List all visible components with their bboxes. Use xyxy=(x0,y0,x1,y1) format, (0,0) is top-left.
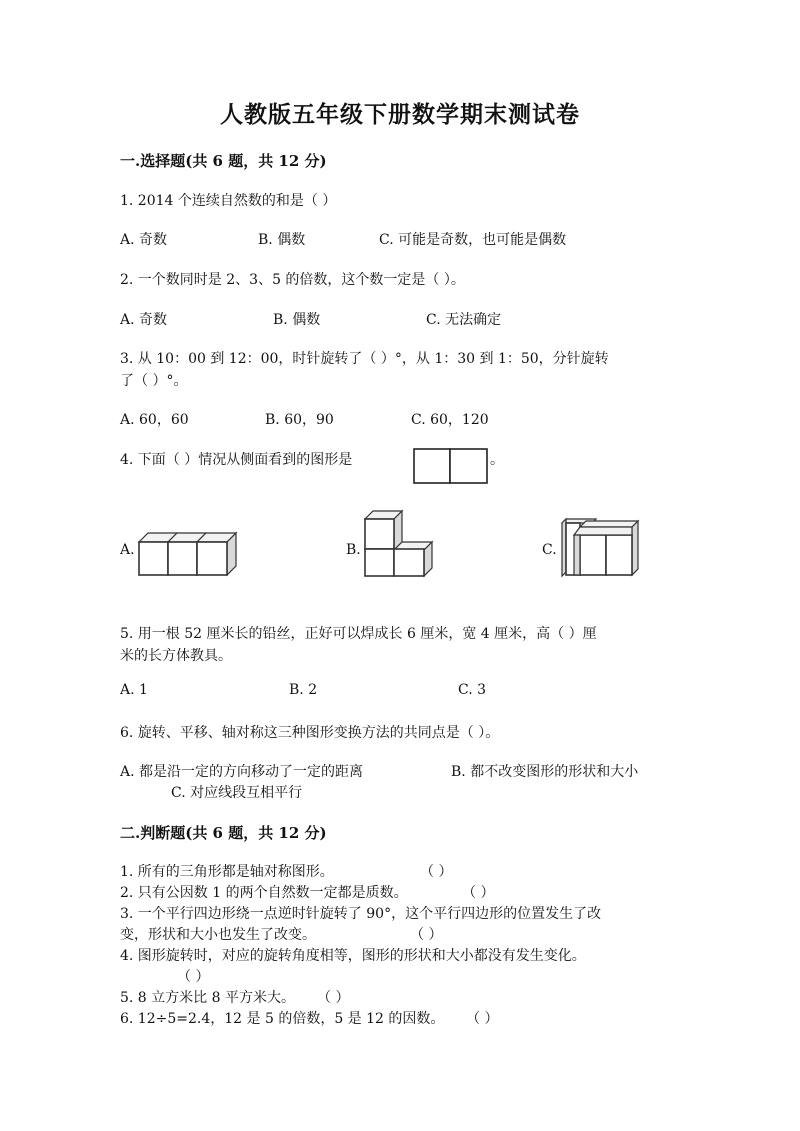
q3-option-a: A. 60，60 xyxy=(120,412,189,428)
q4-option-b: B. xyxy=(346,542,361,558)
q5-option-c: C. 3 xyxy=(458,682,487,698)
option-b-cubes-figure xyxy=(362,505,438,579)
judgement-item-2: 2. 只有公因数 1 的两个自然数一定都是质数。 xyxy=(120,885,408,901)
answer-paren-3: （ ） xyxy=(410,927,443,943)
question-5-stem-line1: 5. 用一根 52 厘米长的铅丝，正好可以焊成长 6 厘米，宽 4 厘米，高（ ）厘 xyxy=(120,626,597,642)
answer-paren-4: （ ） xyxy=(177,969,210,985)
q4-option-c: C. xyxy=(542,542,557,558)
q6-option-c: C. 对应线段互相平行 xyxy=(171,785,303,801)
q1-option-a: A. 奇数 xyxy=(120,232,168,248)
judgement-item-3-line2: 变，形状和大小也发生了改变。 xyxy=(120,927,316,943)
question-4-stem-end: 。 xyxy=(490,452,504,468)
q2-option-b: B. 偶数 xyxy=(273,312,321,328)
q5-option-b: B. 2 xyxy=(289,682,318,698)
question-4-stem: 4. 下面（ ）情况从侧面看到的图形是 xyxy=(120,452,353,468)
judgement-item-4: 4. 图形旋转时，对应的旋转角度相等，图形的形状和大小都没有发生变化。 xyxy=(120,948,586,964)
judgement-item-5: 5. 8 立方米比 8 平方米大。 xyxy=(120,990,295,1006)
q1-option-b: B. 偶数 xyxy=(258,232,306,248)
answer-paren-2: （ ） xyxy=(462,885,495,901)
question-5-stem-line2: 米的长方体教具。 xyxy=(120,648,232,664)
judgement-item-1: 1. 所有的三角形都是轴对称图形。 xyxy=(120,864,334,880)
question-3-stem-line1: 3. 从 10：00 到 12：00，时针旋转了（ ）°，从 1：30 到 1：50，分针旋转 xyxy=(120,351,609,367)
q2-option-a: A. 奇数 xyxy=(120,312,168,328)
q5-option-a: A. 1 xyxy=(120,682,148,698)
judgement-item-6: 6. 12÷5=2.4，12 是 5 的倍数，5 是 12 的因数。 xyxy=(120,1011,445,1027)
option-a-cubes-figure xyxy=(136,528,242,580)
question-1-stem: 1. 2014 个连续自然数的和是（ ） xyxy=(120,193,337,209)
q2-option-c: C. 无法确定 xyxy=(426,312,502,328)
side-view-figure xyxy=(413,448,489,484)
judgement-item-3-line1: 3. 一个平行四边形绕一点逆时针旋转了 90°，这个平行四边形的位置发生了改 xyxy=(120,906,602,922)
q6-option-b: B. 都不改变图形的形状和大小 xyxy=(451,764,639,780)
q3-option-c: C. 60，120 xyxy=(411,412,489,428)
section-heading-judgement: 二.判断题(共 6 题，共 12 分) xyxy=(120,824,327,842)
q3-option-b: B. 60，90 xyxy=(265,412,334,428)
section-heading-choice: 一.选择题(共 6 题，共 12 分) xyxy=(120,152,327,170)
question-3-stem-line2: 了（ ）°。 xyxy=(120,373,188,389)
answer-paren-1: （ ） xyxy=(420,864,453,880)
page-title: 人教版五年级下册数学期末测试卷 xyxy=(220,101,580,128)
answer-paren-6: （ ） xyxy=(466,1011,499,1027)
q6-option-a: A. 都是沿一定的方向移动了一定的距离 xyxy=(120,764,364,780)
answer-paren-5: （ ） xyxy=(317,990,350,1006)
q4-option-a: A. xyxy=(120,542,135,558)
q1-option-c: C. 可能是奇数，也可能是偶数 xyxy=(379,232,567,248)
question-6-stem: 6. 旋转、平移、轴对称这三种图形变换方法的共同点是（ ）。 xyxy=(120,725,500,741)
option-c-cubes-figure xyxy=(558,515,642,579)
question-2-stem: 2. 一个数同时是 2、3、5 的倍数，这个数一定是（ ）。 xyxy=(120,272,465,288)
